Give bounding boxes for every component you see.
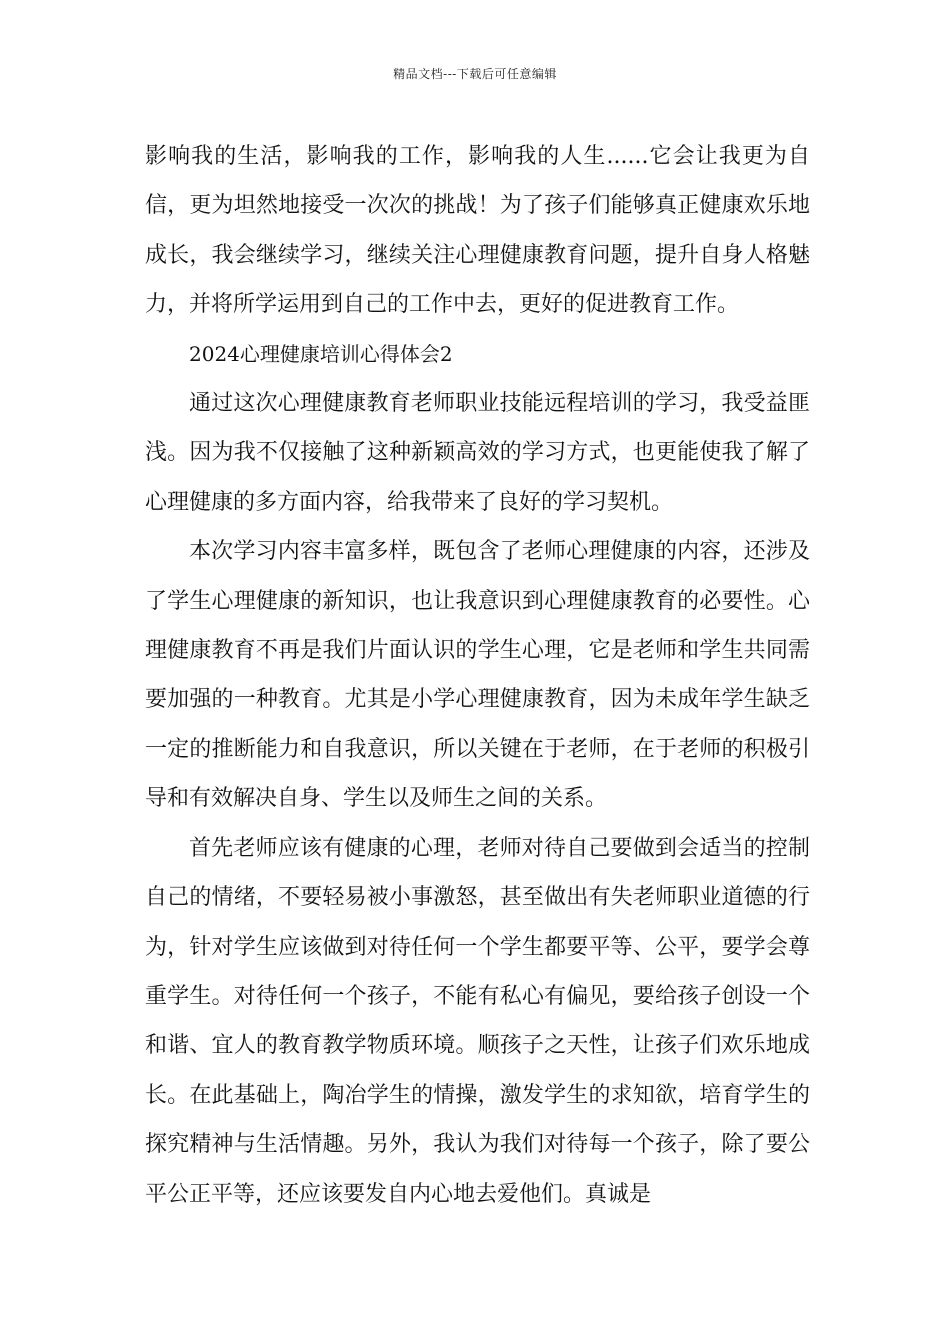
document-body	[145, 132, 810, 1219]
section-heading: 2024心理健康培训心得体会2	[189, 341, 453, 366]
paragraph-training-intro: 通过这次心理健康教育老师职业技能远程培训的学习，我受益匪浅。因为我不仅接触了这种新颖高效的学习方式，也更能使我了解了心理健康的多方面内容，给我带来了良好的学习契机。	[145, 391, 810, 515]
page-header: 精品文档---下载后可任意编辑	[393, 67, 557, 81]
paragraph-continuation: 影响我的生活，影响我的工作，影响我的人生......它会让我更为自信，更为坦然地接受一次次的挑战！为了孩子们能够真正健康欢乐地成长，我会继续学习，继续关注心理健康教育问题，提升自身人格魅力，并将所学运用到自己的工作中去，更好的促进教育工作。	[145, 144, 810, 318]
paragraph-content-overview: 本次学习内容丰富多样，既包含了老师心理健康的内容，还涉及了学生心理健康的新知识，也让我意识到心理健康教育的必要性。心理健康教育不再是我们片面认识的学生心理，它是老师和学生共同需要加强的一种教育。尤其是小学心理健康教育，因为未成年学生缺乏一定的推断能力和自我意识，所以关键在于老师，在于老师的积极引导和有效解决自身、学生以及师生之间的关系。	[145, 539, 810, 812]
paragraph-teacher-mindset: 首先老师应该有健康的心理，老师对待自己要做到会适当的控制自己的情绪，不要轻易被小事激怒，甚至做出有失老师职业道德的行为，针对学生应该做到对待任何一个学生都要平等、公平，要学会尊重学生。对待任何一个孩子，不能有私心有偏见，要给孩子创设一个和谐、宜人的教育教学物质环境。顺孩子之天性，让孩子们欢乐地成长。在此基础上，陶冶学生的情操，激发学生的求知欲，培育学生的探究精神与生活情趣。另外，我认为我们对待每一个孩子，除了要公平公正平等，还应该要发自内心地去爱他们。真诚是	[145, 835, 810, 1207]
